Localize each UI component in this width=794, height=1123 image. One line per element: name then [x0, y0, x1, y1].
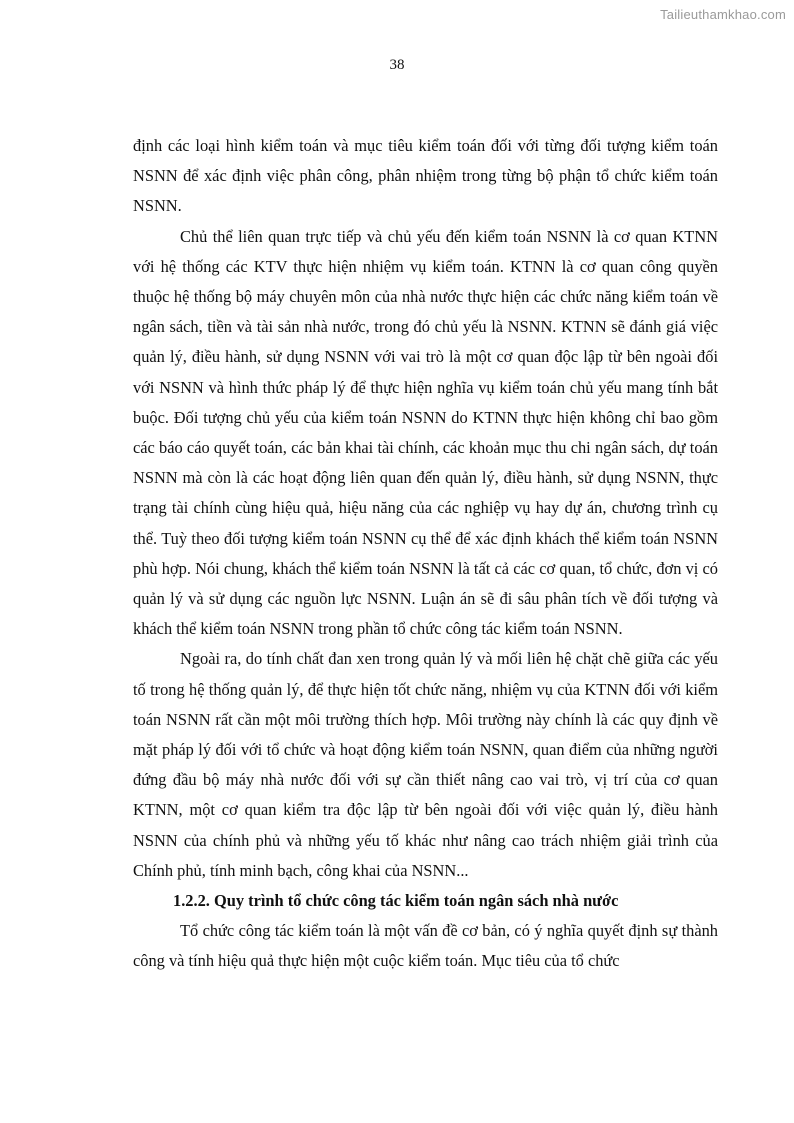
section-heading: 1.2.2. Quy trình tổ chức công tác kiểm toán ngân sách nhà nước: [173, 891, 619, 911]
paragraph: Tổ chức công tác kiểm toán là một vấn đề cơ bản, có ý nghĩa quyết định sự thành công và tính hiệu quả thực hiện một cuộc kiểm toán. Mục tiêu của tổ chức: [133, 921, 718, 971]
paragraph-continuation: định các loại hình kiểm toán và mục tiêu kiểm toán đối với từng đối tượng kiểm toán NSNN để xác định việc phân công, phân nhiệm trong từng bộ phận tổ chức kiểm toán NSNN.: [133, 136, 718, 216]
paragraph: Ngoài ra, do tính chất đan xen trong quản lý và mối liên hệ chặt chẽ giữa các yếu tố trong hệ thống quản lý, để thực hiện tốt chức năng, nhiệm vụ của KTNN đối với kiểm toán NSNN rất cần một môi trường thích hợp. Môi trường này chính là các quy định về mặt pháp lý đối với tổ chức và hoạt động kiểm toán NSNN, quan điểm của những người đứng đầu bộ máy nhà nước đối với sự cần thiết nâng cao vai trò, vị trí của cơ quan KTNN, một cơ quan kiểm tra độc lập từ bên ngoài đối với việc quản lý, điều hành NSNN của chính phủ và những yếu tố khác như nâng cao trách nhiệm giải trình của Chính phủ, tính minh bạch, công khai của NSNN...: [133, 649, 718, 880]
paragraph: Chủ thể liên quan trực tiếp và chủ yếu đến kiểm toán NSNN là cơ quan KTNN với hệ thống các KTV thực hiện nhiệm vụ kiểm toán. KTNN là cơ quan công quyền thuộc hệ thống bộ máy chuyên môn của nhà nước thực hiện các chức năng kiểm toán về ngân sách, tiền và tài sản nhà nước, trong đó chủ yếu là NSNN. KTNN sẽ đánh giá việc quản lý, điều hành, sử dụng NSNN với vai trò là một cơ quan độc lập từ bên ngoài đối với NSNN và hình thức pháp lý để thực hiện nghĩa vụ kiểm toán chủ yếu mang tính bắt buộc. Đối tượng chủ yếu của kiểm toán NSNN do KTNN thực hiện không chỉ bao gồm các báo cáo quyết toán, các bản khai tài chính, các khoản mục thu chi ngân sách, dự toán NSNN mà còn là các hoạt động liên quan đến quản lý, điều hành, sử dụng NSNN, thực trạng tài chính cùng hiệu quả, hiệu năng của các nghiệp vụ hay dự án, chương trình cụ thể. Tuỳ theo đối tượng kiểm toán NSNN cụ thể để xác định khách thể kiểm toán NSNN phù hợp. Nói chung, khách thể kiểm toán NSNN là tất cả các cơ quan, tổ chức, đơn vị có quản lý và sử dụng các nguồn lực NSNN. Luận án sẽ đi sâu phân tích về đối tượng và khách thể kiểm toán NSNN trong phần tổ chức công tác kiểm toán NSNN.: [133, 226, 718, 639]
document-body: [133, 131, 718, 977]
watermark: Tailieuthamkhao.com: [660, 7, 786, 22]
page-number: 38: [389, 57, 405, 73]
